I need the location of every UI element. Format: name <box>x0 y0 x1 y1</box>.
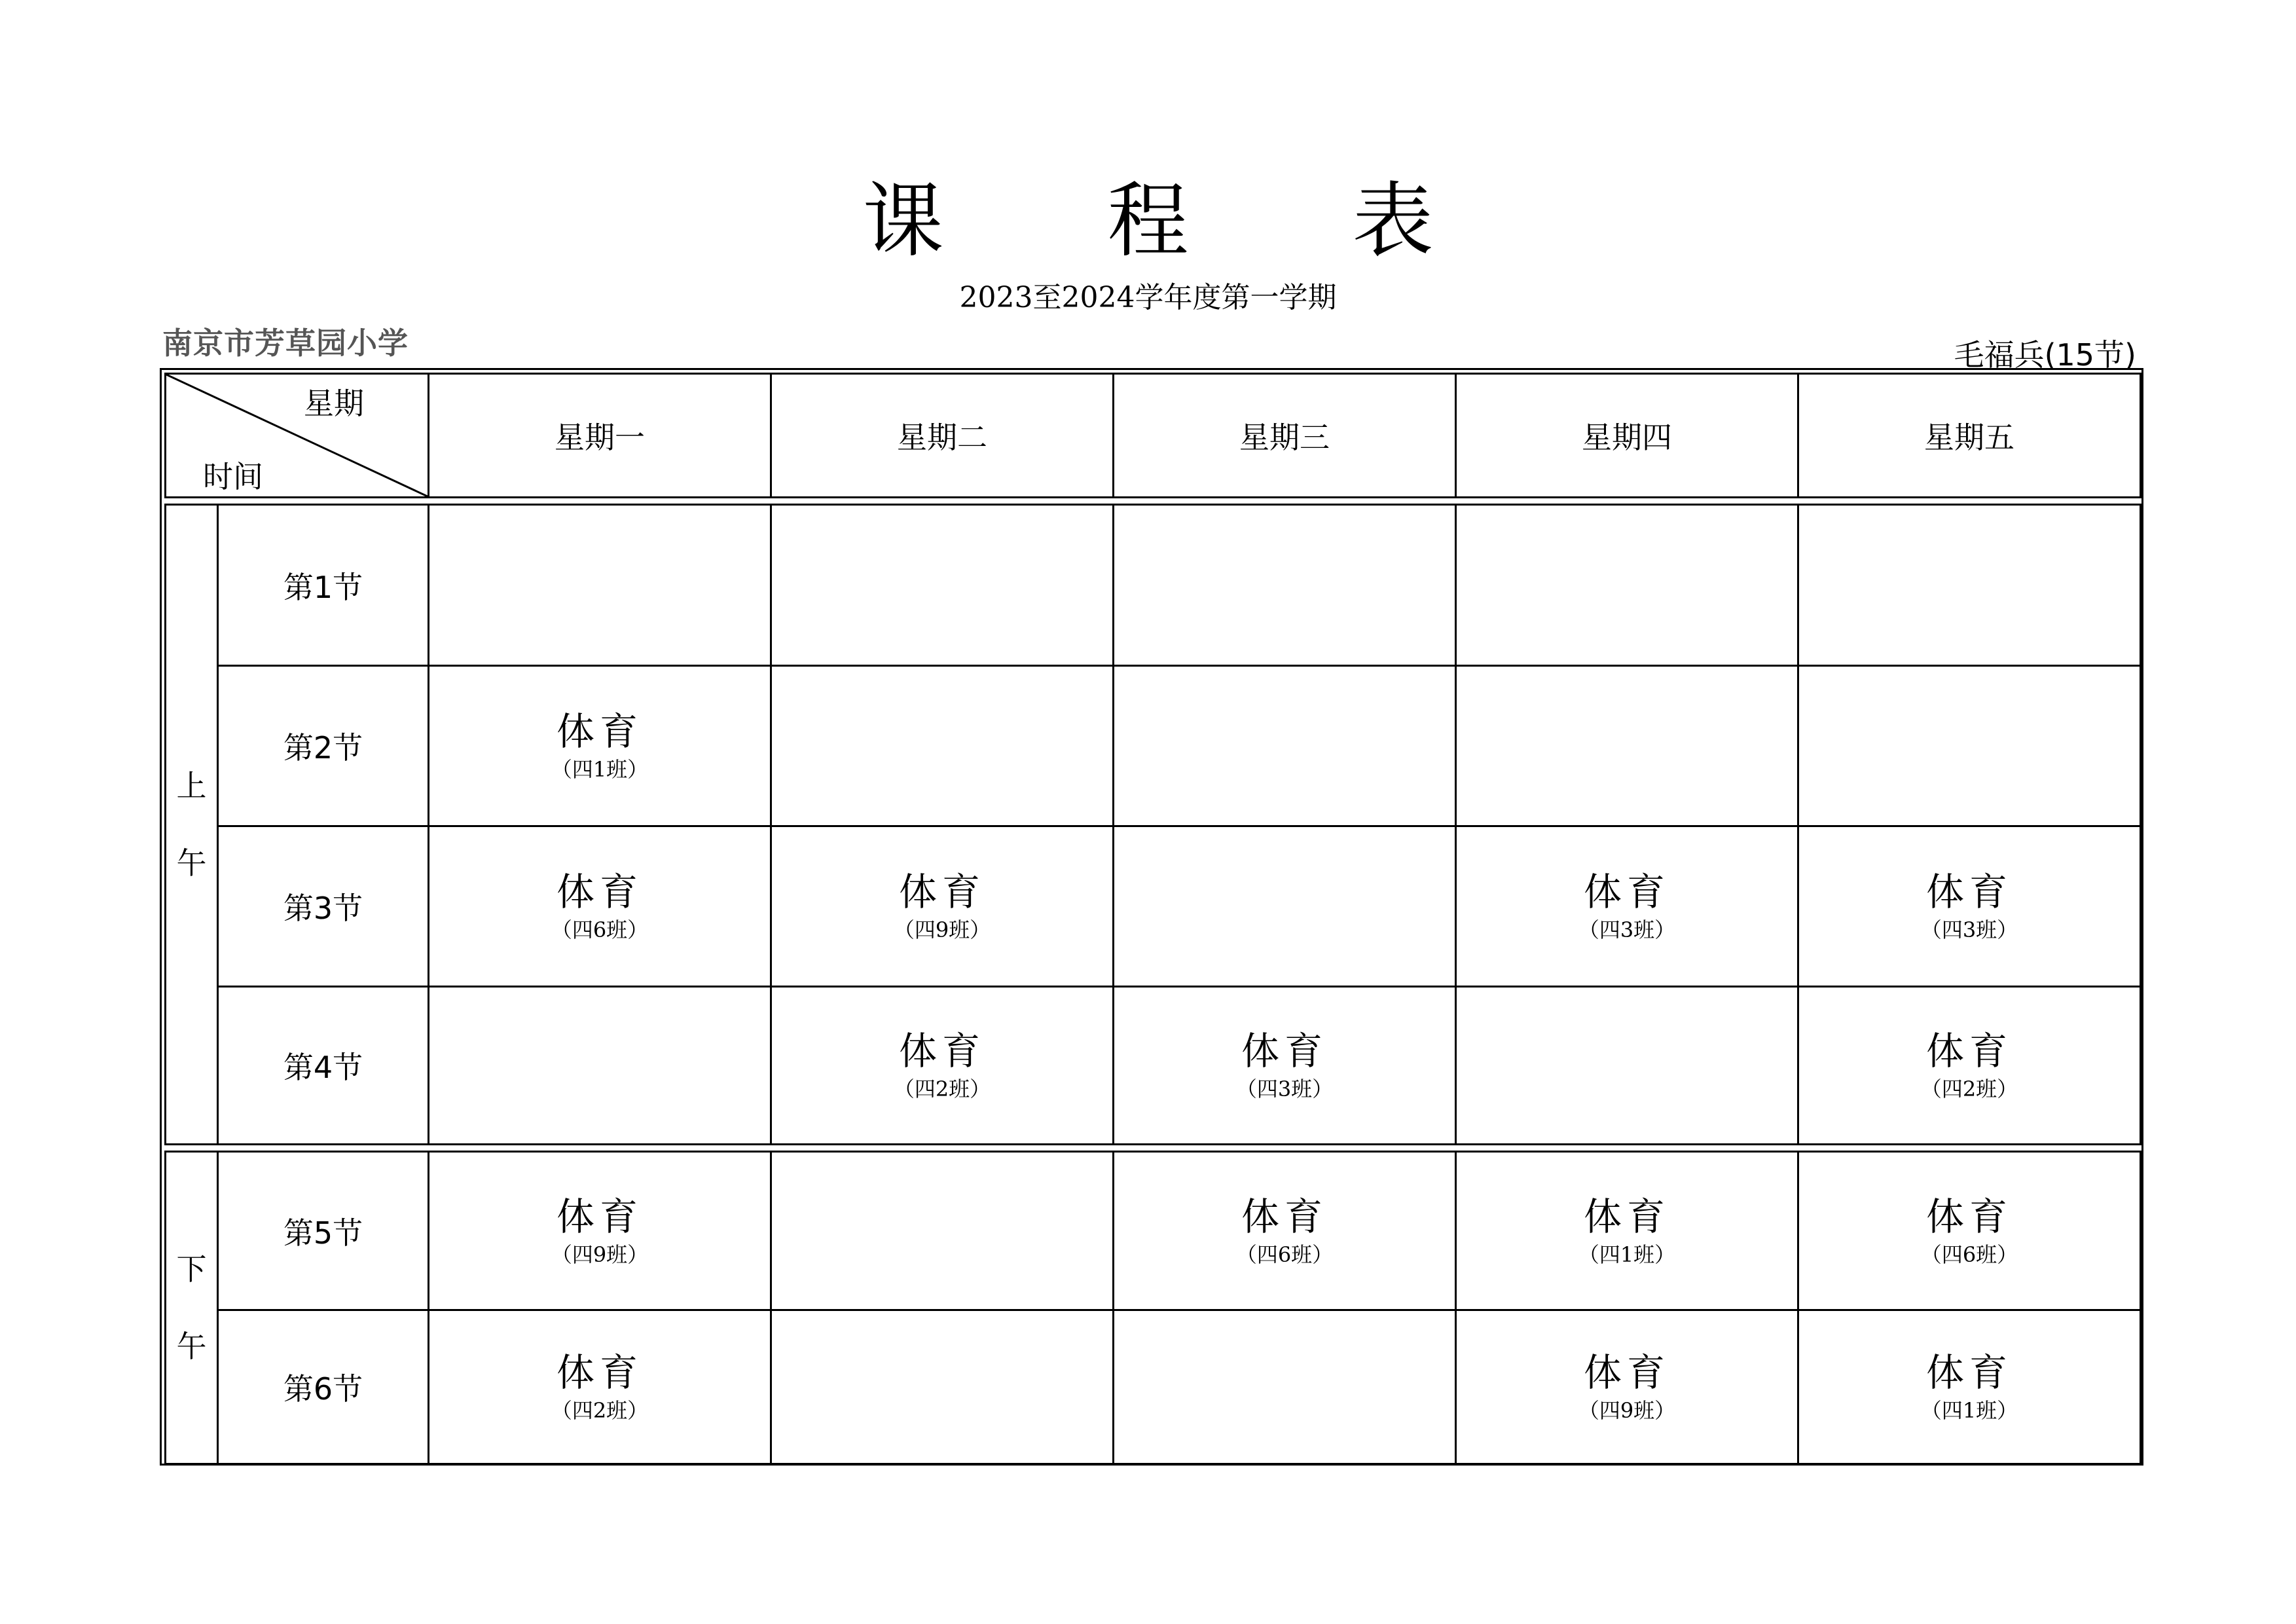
lesson-cell <box>428 504 772 667</box>
lesson-cell <box>1112 825 1457 987</box>
title-char: 表 <box>1352 174 1434 268</box>
lesson-cell <box>770 1309 1114 1465</box>
lesson-subject: 体育 <box>556 1350 643 1395</box>
period-text: 第4节 <box>283 1050 363 1085</box>
lesson-subject: 体育 <box>1241 1194 1328 1239</box>
lesson-cell <box>1112 1309 1457 1465</box>
corner-day-label: 星期 <box>304 386 364 421</box>
lesson-subject: 体育 <box>1583 870 1670 914</box>
lesson-subject: 体育 <box>556 870 643 914</box>
lesson-cell <box>1455 825 1799 987</box>
lesson-class: （四9班） <box>1578 1398 1676 1423</box>
lesson-cell <box>1797 825 2141 987</box>
lesson-subject: 体育 <box>556 709 643 754</box>
lesson-class: （四9班） <box>551 1242 649 1267</box>
lesson-cell <box>428 986 772 1145</box>
title-char: 课 <box>862 174 944 268</box>
lesson-class: （四1班） <box>551 757 649 782</box>
lesson-subject: 体育 <box>898 1029 985 1073</box>
corner-cell <box>164 373 429 498</box>
lesson-cell <box>770 504 1114 667</box>
day-header-tue <box>770 373 1114 498</box>
lesson-cell <box>1797 504 2141 667</box>
school-name: 南京市芳草园小学 <box>162 325 409 361</box>
period-label-2 <box>217 665 429 827</box>
lesson-subject: 体育 <box>1925 1029 2013 1073</box>
lesson-cell <box>428 825 772 987</box>
lesson-cell <box>1455 665 1799 827</box>
lesson-cell <box>428 1309 772 1465</box>
lesson-class: （四3班） <box>1578 917 1676 942</box>
period-label-6 <box>217 1309 429 1465</box>
lesson-cell <box>428 1151 772 1311</box>
lesson-subject: 体育 <box>1241 1029 1328 1073</box>
day-header-mon <box>428 373 772 498</box>
day-label: 星期一 <box>555 420 645 455</box>
lesson-class: （四2班） <box>551 1398 649 1423</box>
day-header-thu <box>1455 373 1799 498</box>
lesson-cell <box>770 825 1114 987</box>
lesson-cell <box>1112 504 1457 667</box>
lesson-cell <box>1112 986 1457 1145</box>
lesson-subject: 体育 <box>898 870 985 914</box>
timetable <box>160 368 2143 1466</box>
lesson-cell <box>1455 1309 1799 1465</box>
lesson-subject: 体育 <box>1925 1194 2013 1239</box>
day-header-fri <box>1797 373 2141 498</box>
lesson-class: （四6班） <box>1920 1242 2018 1267</box>
period-label-3 <box>217 825 429 987</box>
afternoon-label <box>164 1151 219 1465</box>
lesson-class: （四2班） <box>893 1077 991 1101</box>
lesson-cell <box>1797 665 2141 827</box>
day-label: 星期四 <box>1582 420 1672 455</box>
day-header-wed <box>1112 373 1457 498</box>
period-text: 第1节 <box>283 569 363 605</box>
lesson-class: （四6班） <box>1235 1242 1334 1267</box>
period-text: 第6节 <box>283 1371 363 1407</box>
morning-label <box>164 504 219 1145</box>
lesson-subject: 体育 <box>1925 870 2013 914</box>
day-label: 星期二 <box>897 420 987 455</box>
lesson-cell <box>1797 1151 2141 1311</box>
lesson-class: （四6班） <box>551 917 649 942</box>
period-label-1 <box>217 504 429 667</box>
lesson-cell <box>770 665 1114 827</box>
lesson-cell <box>770 1151 1114 1311</box>
lesson-class: （四2班） <box>1920 1077 2018 1101</box>
lesson-cell <box>1455 986 1799 1145</box>
lesson-subject: 体育 <box>1583 1194 1670 1239</box>
page-title <box>0 169 2296 274</box>
period-text: 第3节 <box>283 891 363 926</box>
morning-char: 午 <box>176 845 207 881</box>
lesson-cell <box>1112 665 1457 827</box>
day-label: 星期五 <box>1924 420 2014 455</box>
period-label-5 <box>217 1151 429 1311</box>
lesson-class: （四3班） <box>1235 1077 1334 1101</box>
lesson-cell <box>1455 1151 1799 1311</box>
morning-char: 上 <box>176 768 207 803</box>
period-text: 第5节 <box>283 1215 363 1251</box>
lesson-subject: 体育 <box>1925 1350 2013 1395</box>
period-label-4 <box>217 986 429 1145</box>
lesson-cell <box>1797 1309 2141 1465</box>
corner-time-label: 时间 <box>203 459 263 494</box>
lesson-class: （四3班） <box>1920 917 2018 942</box>
lesson-subject: 体育 <box>556 1194 643 1239</box>
afternoon-char: 午 <box>176 1329 207 1364</box>
lesson-cell <box>428 665 772 827</box>
title-char: 程 <box>1107 174 1189 268</box>
lesson-cell <box>1797 986 2141 1145</box>
lesson-class: （四9班） <box>893 917 991 942</box>
lesson-cell <box>770 986 1114 1145</box>
lesson-class: （四1班） <box>1920 1398 2018 1423</box>
lesson-cell <box>1455 504 1799 667</box>
period-text: 第2节 <box>283 730 363 766</box>
lesson-class: （四1班） <box>1578 1242 1676 1267</box>
afternoon-char: 下 <box>176 1251 207 1287</box>
teacher-name: 毛福兵(15节) <box>1954 337 2136 373</box>
semester-subtitle: 2023至2024学年度第一学期 <box>959 281 1337 314</box>
lesson-subject: 体育 <box>1583 1350 1670 1395</box>
lesson-cell <box>1112 1151 1457 1311</box>
day-label: 星期三 <box>1239 420 1330 455</box>
